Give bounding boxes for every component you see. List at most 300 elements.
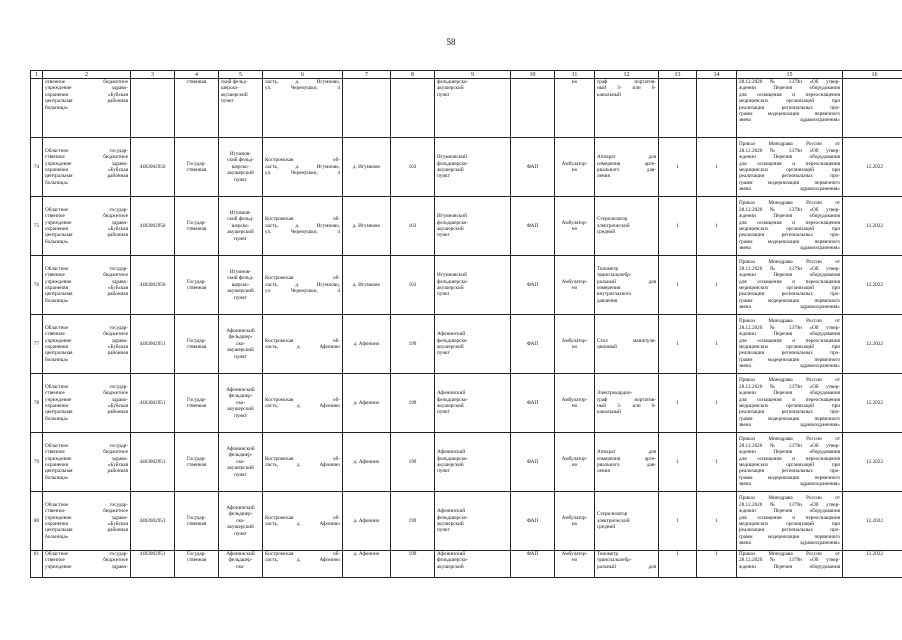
continuation-cell-15-line: для оснащения и переоснащения	[739, 91, 840, 98]
equipment	[595, 551, 659, 578]
continuation-cell-13	[659, 79, 697, 138]
equipment-table	[30, 70, 902, 578]
legal-basis-line: грамм модернизации первичного	[739, 415, 840, 422]
organization-name-line: Областное государ-	[45, 501, 128, 508]
page-number: 58	[446, 37, 456, 47]
organization-name-line: Областное государ-	[45, 147, 128, 154]
organization-name-line: охранения «Буйская	[45, 285, 128, 291]
ownership-line: Государ-	[186, 160, 207, 167]
continuation-cell-15-line: медицинских организаций при	[739, 98, 840, 105]
medical-point-line: фельдшер-	[228, 393, 253, 400]
care-form-line: Амбулатор-	[561, 514, 588, 521]
medical-point-line: Игумнов-	[229, 150, 252, 157]
continuation-cell-5-line: ский фельд-	[221, 79, 248, 85]
medical-point-line: ский фельд-	[227, 157, 254, 164]
unit-type: ФАП	[511, 433, 555, 492]
legal-basis-line: 28.12.2020 № 1379н «Об утвер-	[739, 557, 840, 564]
quantity-2: 1	[697, 315, 737, 374]
column-number: 15	[737, 71, 843, 79]
equipment-line: Тонометр	[597, 551, 619, 557]
legal-basis-line: грамм модернизации первичного	[739, 356, 840, 363]
ownership	[175, 492, 219, 551]
organization-name	[43, 138, 131, 197]
address-line: ласть, д. Афонино	[265, 462, 340, 468]
unit-name-line: Игумновский	[437, 154, 467, 161]
quantity-1: 1	[659, 433, 697, 492]
address-line: Костромская об-	[265, 157, 340, 164]
continuation-cell-12	[595, 79, 659, 138]
legal-basis	[737, 492, 843, 551]
table-row	[31, 138, 902, 197]
care-form-line: Амбулатор-	[561, 160, 588, 167]
legal-basis-line: реализации региональных про-	[739, 409, 840, 416]
unit-type: ФАП	[511, 138, 555, 197]
organization-name-line: Областное государ-	[45, 383, 128, 390]
deadline: 12.2022	[843, 197, 902, 256]
medical-point	[219, 256, 263, 315]
medical-point	[219, 492, 263, 551]
unit-type: ФАП	[511, 197, 555, 256]
care-form-line: Амбулатор-	[561, 396, 588, 403]
table-row	[31, 433, 902, 492]
continuation-cell-12-line: ный 3- или 6-	[597, 85, 656, 92]
address-line: Костромская об-	[265, 275, 340, 282]
equipment-line: Стол манипуля-	[597, 337, 656, 344]
deadline: 12.2022	[843, 433, 902, 492]
legal-basis-line: грамм модернизации первичного	[739, 297, 840, 304]
address-line: ласть, д. Игумново,	[265, 222, 340, 229]
row-number: 74	[31, 138, 43, 197]
legal-basis-line: для оснащения и переоснащения	[739, 396, 840, 403]
settlement: д. Игумново	[343, 256, 391, 315]
equipment-line: риального дав-	[597, 167, 656, 173]
address	[263, 374, 343, 433]
unit-type: ФАП	[511, 315, 555, 374]
medical-point-line: акушерский	[227, 170, 254, 177]
legal-basis-line: ждении Перечня оборудования	[739, 508, 840, 515]
unit-name-line: акушерский	[437, 521, 464, 527]
organization-name-line: охранения «Буйская	[45, 521, 128, 527]
medical-point-line: ско-	[236, 340, 245, 347]
address-line: Костромская об-	[265, 514, 340, 521]
column-number: 2	[43, 71, 131, 79]
population: 163	[391, 197, 435, 256]
settlement: д. Игумново	[343, 138, 391, 197]
continuation-cell-15-line: грамм модернизации первичного	[739, 111, 840, 118]
legal-basis-line: 28.12.2020 № 1379н «Об утвер-	[739, 501, 840, 508]
continuation-cell-6-line: ул. Черемушки, 4	[265, 85, 340, 92]
address-line: ласть, д. Афонино	[265, 344, 340, 350]
column-number: 4	[175, 71, 219, 79]
ownership-line: ственная	[186, 521, 207, 527]
organization-name-line: ственное бюджетное	[45, 557, 128, 564]
quantity-2: 1	[697, 433, 737, 492]
row-number: 77	[31, 315, 43, 374]
organization-name-line: больница»	[45, 415, 69, 422]
legal-basis-line: Приказ Минздрава России от	[739, 259, 840, 266]
organization-name	[43, 433, 131, 492]
inn: 4402002950	[131, 197, 175, 256]
legal-basis-line: реализации региональных про-	[739, 527, 840, 534]
unit-name-line: Афонинский	[437, 331, 466, 338]
medical-point	[219, 197, 263, 256]
address-line: Костромская об-	[265, 455, 340, 462]
medical-point-line: пункт	[234, 353, 247, 360]
legal-basis-line: 28.12.2020 № 1379н «Об утвер-	[739, 324, 840, 331]
unit-name-line: акушерский	[437, 462, 464, 468]
organization-name-line: ственное бюджетное	[45, 508, 128, 515]
equipment-line: измерения арте-	[597, 455, 656, 462]
legal-basis	[737, 138, 843, 197]
care-form	[555, 551, 595, 578]
legal-basis-line: звена здравоохранения»	[739, 422, 840, 429]
column-number: 1	[31, 71, 43, 79]
settlement: д. Афонино	[343, 433, 391, 492]
ownership-line: ственная	[186, 285, 207, 291]
legal-basis-line: ждении Перечня оборудования	[739, 331, 840, 338]
continuation-cell-10	[511, 79, 555, 138]
unit-name-line: фельдшерско-	[437, 396, 469, 403]
unit-name-line: Игумновский	[437, 213, 467, 220]
unit-name-line: фельдшерско-	[437, 514, 469, 521]
unit-name-line: акушерский	[437, 167, 464, 173]
organization-name-line: учреждение здраво-	[45, 278, 128, 285]
care-form-line: но	[571, 521, 578, 527]
medical-point	[219, 433, 263, 492]
continuation-cell-9-line: пункт	[437, 91, 450, 98]
organization-name-line: охранения «Буйская	[45, 462, 128, 468]
legal-basis-line: для оснащения и переоснащения	[739, 455, 840, 462]
medical-point-line: ско-	[236, 517, 245, 524]
legal-basis-line: Приказ Минздрава России от	[739, 495, 840, 502]
medical-point-line: Афонинский	[226, 551, 255, 557]
unit-name-line: акушерский	[437, 285, 464, 291]
column-number: 9	[435, 71, 511, 79]
ownership-line: ственная	[186, 403, 207, 409]
equipment-line: ционный	[597, 344, 617, 350]
organization-name-line: учреждение здраво-	[45, 396, 128, 403]
medical-point-line: Афонинский	[226, 445, 255, 452]
unit-name	[435, 551, 511, 578]
legal-basis-line: звена здравоохранения»	[739, 540, 840, 547]
equipment-line: измерения арте-	[597, 160, 656, 167]
legal-basis-line: звена здравоохранения»	[739, 481, 840, 488]
column-number: 10	[511, 71, 555, 79]
organization-name-line: ственное бюджетное	[45, 154, 128, 161]
ownership	[175, 138, 219, 197]
legal-basis-line: ждении Перечня оборудования	[739, 154, 840, 161]
legal-basis-line: для оснащения и переоснащения	[739, 278, 840, 285]
equipment-line: средний	[597, 229, 616, 236]
medical-point-line: шерско-	[231, 163, 250, 170]
organization-name-line: учреждение здраво-	[45, 563, 128, 570]
continuation-cell-8	[391, 79, 435, 138]
medical-point-line: ско-	[236, 399, 245, 406]
ownership-line: ственная	[186, 557, 207, 564]
ownership	[175, 315, 219, 374]
medical-point	[219, 138, 263, 197]
equipment-line: Тонометр	[597, 265, 619, 272]
unit-name	[435, 197, 511, 256]
legal-basis-line: для оснащения и переоснащения	[739, 337, 840, 344]
ownership-line: Государ-	[186, 396, 207, 403]
organization-name	[43, 197, 131, 256]
legal-basis-line: звена здравоохранения»	[739, 304, 840, 311]
organization-name-line: больница»	[45, 297, 69, 304]
care-form	[555, 256, 595, 315]
care-form-line: но	[571, 285, 578, 291]
ownership-line: ственная	[186, 226, 207, 232]
legal-basis-line: ждении Перечня оборудования	[739, 563, 840, 570]
legal-basis-line: Приказ Минздрава России от	[739, 551, 840, 557]
settlement: д. Афонино	[343, 315, 391, 374]
legal-basis-line: медицинских организаций при	[739, 344, 840, 350]
address	[263, 256, 343, 315]
address-line: Костромская об-	[265, 396, 340, 403]
ownership	[175, 374, 219, 433]
population: 199	[391, 492, 435, 551]
quantity-1: 1	[659, 256, 697, 315]
unit-name-line: фельдшерско-	[437, 337, 469, 344]
continuation-cell-9-line: фельдшерско-	[437, 79, 469, 85]
legal-basis-line: ждении Перечня оборудования	[739, 272, 840, 279]
inn: 4402002951	[131, 315, 175, 374]
equipment-line: транспальпебр-	[597, 557, 632, 564]
legal-basis-line: Приказ Минздрава России от	[739, 436, 840, 443]
legal-basis	[737, 197, 843, 256]
row-number: 79	[31, 433, 43, 492]
legal-basis-line: медицинских организаций при	[739, 167, 840, 173]
medical-point-line: Игумнов-	[229, 268, 252, 275]
organization-name-line: центральная районная	[45, 350, 128, 357]
organization-name-line: охранения «Буйская	[45, 403, 128, 409]
organization-name-line: больница»	[45, 356, 69, 363]
medical-point	[219, 315, 263, 374]
ownership	[175, 256, 219, 315]
ownership-line: ственная	[186, 462, 207, 468]
unit-name-line: фельдшерско-	[437, 278, 469, 285]
medical-point-line: акушерский	[227, 406, 254, 413]
care-form	[555, 433, 595, 492]
organization-name-line: Областное государ-	[45, 442, 128, 449]
unit-name-line: пункт	[437, 350, 450, 357]
medical-point-line: Афонинский	[226, 386, 255, 393]
unit-name-line: Афонинский	[437, 551, 466, 557]
unit-name	[435, 256, 511, 315]
legal-basis-line: грамм модернизации первичного	[739, 179, 840, 186]
address-line: ласть, д. Игумново,	[265, 281, 340, 288]
organization-name-line: учреждение здраво-	[45, 514, 128, 521]
continuation-cell-4-line: ственная	[186, 79, 207, 85]
legal-basis-line: для оснащения и переоснащения	[739, 514, 840, 521]
organization-name-line: центральная районная	[45, 173, 128, 180]
equipment-line: канальный	[597, 409, 621, 416]
legal-basis	[737, 256, 843, 315]
equipment-line: электрический	[597, 517, 630, 524]
medical-point-line: акушерский	[227, 465, 254, 472]
address-line: ласть, д. Афонино	[265, 403, 340, 409]
care-form-line: но	[571, 462, 578, 468]
medical-point-line: пункт	[234, 176, 247, 183]
continuation-cell-15-line: 28.12.2020 № 1379н «Об утвер-	[739, 79, 840, 85]
unit-name-line: пункт	[437, 173, 450, 180]
column-number-row	[31, 71, 902, 79]
organization-name	[43, 256, 131, 315]
unit-name	[435, 492, 511, 551]
address-line: ласть, д. Афонино	[265, 557, 340, 564]
ownership	[175, 551, 219, 578]
inn: 4402002951	[131, 433, 175, 492]
address	[263, 551, 343, 578]
organization-name-line: Областное государ-	[45, 551, 128, 557]
address-line: ул. Черемушки, 4	[265, 229, 340, 236]
organization-name-line: ственное бюджетное	[45, 331, 128, 338]
organization-name-line: центральная районная	[45, 232, 128, 239]
equipment-line: электрический	[597, 222, 630, 229]
care-form-line: но	[571, 167, 578, 173]
legal-basis-line: медицинских организаций при	[739, 403, 840, 409]
deadline: 12.2022	[843, 551, 902, 578]
legal-basis-line: 28.12.2020 № 1379н «Об утвер-	[739, 442, 840, 449]
legal-basis-line: ждении Перечня оборудования	[739, 390, 840, 397]
address-line: Костромская об-	[265, 337, 340, 344]
column-number: 3	[131, 71, 175, 79]
row-number: 78	[31, 374, 43, 433]
medical-point-line: пункт	[234, 412, 247, 419]
row-number: 81	[31, 551, 43, 578]
legal-basis-line: реализации региональных про-	[739, 350, 840, 357]
deadline: 12.2022	[843, 492, 902, 551]
continuation-cell-2-line: учреждение здраво-	[45, 85, 128, 92]
equipment-line: Аппарат для	[597, 449, 656, 456]
organization-name-line: учреждение здраво-	[45, 455, 128, 462]
unit-name-line: Игумновский	[437, 272, 467, 279]
legal-basis-line: реализации региональных про-	[739, 468, 840, 475]
equipment-line: измерения	[597, 285, 621, 291]
continuation-cell-2	[43, 79, 131, 138]
organization-name-line: охранения «Буйская	[45, 344, 128, 350]
quantity-2: 1	[697, 138, 737, 197]
medical-point-line: Афонинский	[226, 504, 255, 511]
ownership-line: Государ-	[186, 278, 207, 285]
medical-point-line: фельдшер-	[228, 452, 253, 459]
legal-basis-line: реализации региональных про-	[739, 173, 840, 180]
organization-name-line: больница»	[45, 238, 69, 245]
unit-name-line: акушерский	[437, 563, 464, 570]
legal-basis-line: звена здравоохранения»	[739, 186, 840, 193]
inn: 4402002951	[131, 374, 175, 433]
legal-basis-line: медицинских организаций при	[739, 285, 840, 291]
quantity-1: 1	[659, 551, 697, 578]
inn: 4402002951	[131, 551, 175, 578]
unit-name	[435, 433, 511, 492]
unit-name-line: Афонинский	[437, 390, 466, 397]
continuation-cell-2-line: отвенное бюджетное	[45, 79, 128, 85]
unit-name-line: пункт	[437, 468, 450, 475]
legal-basis-line: медицинских организаций при	[739, 521, 840, 527]
table-row	[31, 374, 902, 433]
care-form	[555, 138, 595, 197]
medical-point-line: пункт	[234, 530, 247, 537]
column-number: 5	[219, 71, 263, 79]
legal-basis	[737, 315, 843, 374]
unit-name-line: пункт	[437, 291, 450, 298]
unit-name-line: фельдшерско-	[437, 219, 469, 226]
continuation-cell-11-line: но	[571, 79, 578, 85]
quantity-2: 1	[697, 256, 737, 315]
unit-name-line: Афонинский	[437, 449, 466, 456]
care-form-line: но	[571, 403, 578, 409]
legal-basis-line: звена здравоохранения»	[739, 363, 840, 370]
settlement: д. Афонино	[343, 374, 391, 433]
organization-name-line: учреждение здраво-	[45, 337, 128, 344]
equipment	[595, 374, 659, 433]
deadline: 12.2022	[843, 256, 902, 315]
organization-name	[43, 551, 131, 578]
row-number: 80	[31, 492, 43, 551]
medical-point-line: пункт	[234, 294, 247, 301]
organization-name-line: ственное бюджетное	[45, 272, 128, 279]
legal-basis-line: Приказ Минздрава России от	[739, 141, 840, 148]
care-form-line: Амбулатор-	[561, 219, 588, 226]
continuation-cell-15-line: ждении Перечня оборудования	[739, 85, 840, 92]
continuation-cell-9	[435, 79, 511, 138]
care-form-line: но	[571, 557, 578, 564]
equipment-line: средний	[597, 524, 616, 531]
continuation-cell-1	[31, 79, 43, 138]
equipment	[595, 315, 659, 374]
quantity-1: 1	[659, 197, 697, 256]
organization-name-line: ственное бюджетное	[45, 390, 128, 397]
equipment-line: ральный для	[597, 278, 656, 285]
equipment-line: Аппарат для	[597, 154, 656, 161]
organization-name-line: центральная районная	[45, 468, 128, 475]
equipment-line: ления	[597, 173, 610, 180]
equipment-line: Стерилизатор	[597, 511, 628, 518]
settlement: д. Афонино	[343, 551, 391, 578]
population: 199	[391, 374, 435, 433]
organization-name-line: центральная районная	[45, 291, 128, 298]
care-form	[555, 197, 595, 256]
ownership-line: Государ-	[186, 514, 207, 521]
ownership	[175, 197, 219, 256]
continuation-cell-14	[697, 79, 737, 138]
medical-point	[219, 374, 263, 433]
continuation-cell-7	[343, 79, 391, 138]
care-form-line: но	[571, 344, 578, 350]
equipment-line: Электрокардио-	[597, 390, 633, 397]
population: 163	[391, 256, 435, 315]
address	[263, 492, 343, 551]
column-number: 8	[391, 71, 435, 79]
address	[263, 315, 343, 374]
organization-name-line: Областное государ-	[45, 265, 128, 272]
address-line: ласть, д. Игумново,	[265, 163, 340, 170]
continuation-cell-5-line: акушерский	[221, 91, 248, 98]
medical-point-line: ский фельд-	[227, 216, 254, 223]
continuation-cell-5-line: шерско-	[221, 85, 239, 92]
equipment	[595, 197, 659, 256]
inn: 4402002950	[131, 256, 175, 315]
continuation-cell-12-line: граф портатив-	[597, 79, 656, 85]
legal-basis-line: реализации региональных про-	[739, 291, 840, 298]
continuation-cell-6-line: ласть, д. Игумново,	[265, 79, 340, 85]
unit-type: ФАП	[511, 256, 555, 315]
column-number: 6	[263, 71, 343, 79]
organization-name-line: учреждение здраво-	[45, 219, 128, 226]
medical-point-line: ский фельд-	[227, 275, 254, 282]
column-number: 7	[343, 71, 391, 79]
